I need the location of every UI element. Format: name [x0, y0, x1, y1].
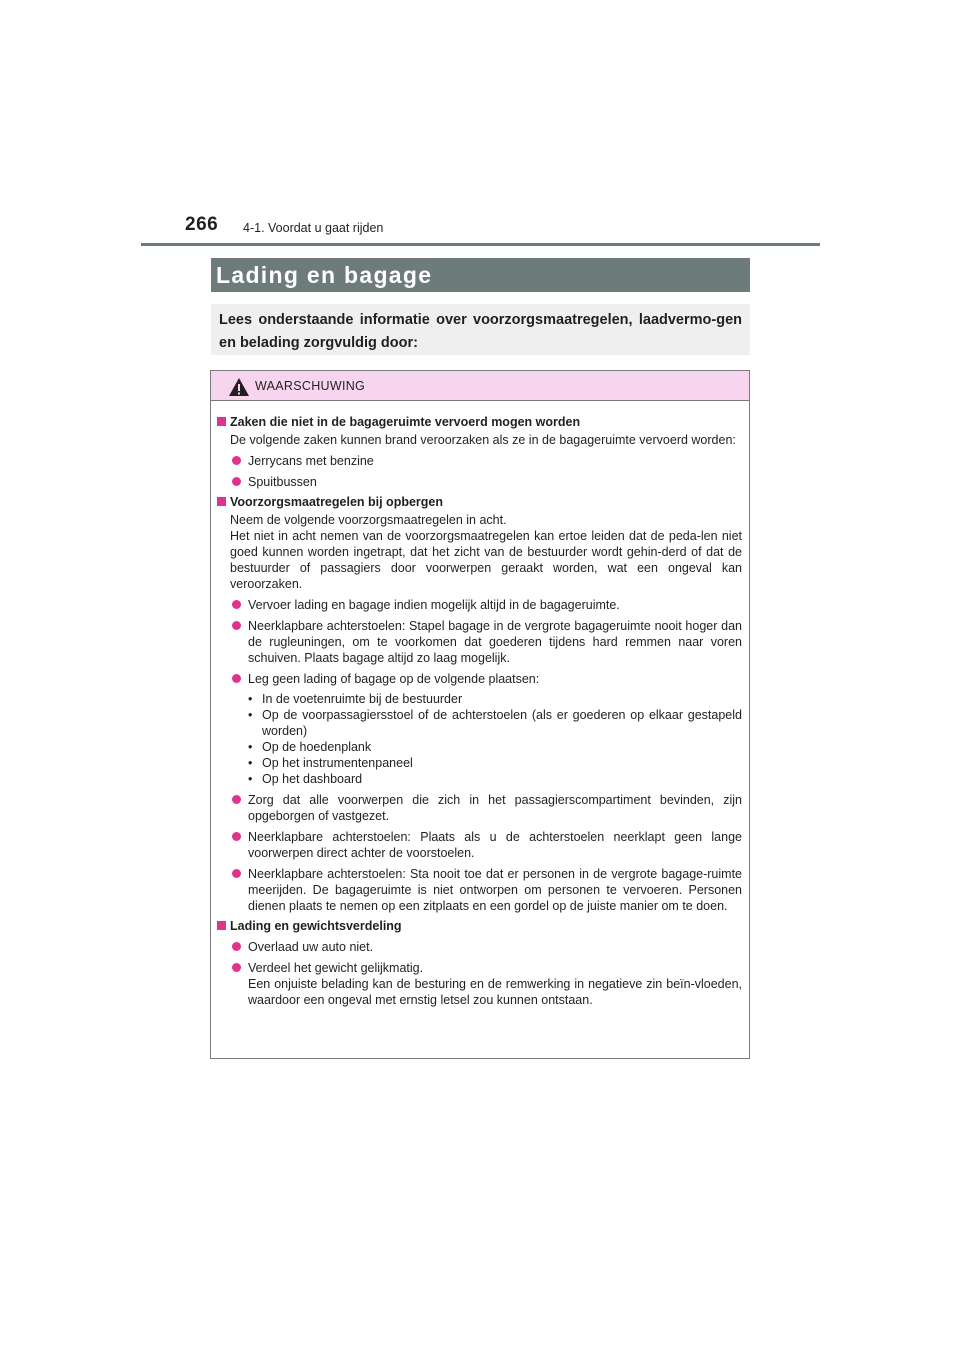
- bullet-item: Neerklapbare achterstoelen: Stapel bagage in de vergrote bagageruimte nooit hoger dan de rugleuningen, om te voorkomen dat goederen tijdens hard remmen naar voren schuiven. Plaats bagage altijd zo laag mogelijk.: [217, 618, 742, 666]
- bullet-item: Neerklapbare achterstoelen: Plaats als u de achterstoelen neerklapt geen lange voorwerpen direct achter de voorstoelen.: [217, 829, 742, 861]
- bullet-item: Zorg dat alle voorwerpen die zich in het passagierscompartiment bevinden, zijn opgeborgen of vastgezet.: [217, 792, 742, 824]
- bullet-item: Spuitbussen: [217, 474, 742, 490]
- warning-box: [210, 370, 750, 1059]
- warning-heading-weight: Lading en gewichtsverdeling: [217, 918, 742, 934]
- bullet-item: Neerklapbare achterstoelen: Sta nooit toe dat er personen in de vergrote bagage-ruimte meerijden. De bagageruimte is niet ontworpen om personen te vervoeren. Personen dienen plaats te nemen op een zitplaats en een gordel op de juiste manier om te doen.: [217, 866, 742, 914]
- bullet-item: Leg geen lading of bagage op de volgende plaatsen:: [217, 671, 742, 687]
- warning-paragraph: Neem de volgende voorzorgsmaatregelen in acht.: [230, 513, 507, 527]
- bullet-item: Vervoer lading en bagage indien mogelijk altijd in de bagageruimte.: [217, 597, 742, 613]
- header-divider: [141, 243, 820, 246]
- warning-paragraph: Het niet in acht nemen van de voorzorgsmaatregelen kan ertoe leiden dat de peda-len niet goed kunnen worden ingetrapt, dat het zicht van de bestuurder wordt gehin-derd of dat de bestuurder of passagiers door voorwerpen geraakt worden, wat een ongeval kan veroorzaken.: [230, 529, 742, 591]
- section-title: Lading en bagage: [216, 262, 433, 288]
- places-list-item: • Op het instrumentenpaneel: [248, 755, 742, 771]
- warning-body: [211, 401, 749, 1008]
- warning-heading-storage: Voorzorgsmaatregelen bij opbergen: [217, 494, 742, 510]
- section-title-bar: [211, 258, 750, 292]
- bullet-line: Een onjuiste belading kan de besturing en de remwerking in negatieve zin beïn-vloeden, waardoor een ongeval met ernstig letsel zou kunnen ontstaan.: [248, 977, 742, 1007]
- bullet-item: [217, 960, 742, 1008]
- places-list-item: • Op het dashboard: [248, 771, 742, 787]
- intro-text: Lees onderstaande informatie over voorzorgsmaatregelen, laadvermo-gen en belading zorgvuldig door:: [211, 304, 750, 355]
- warning-paragraph: De volgende zaken kunnen brand veroorzaken als ze in de bagageruimte vervoerd worden:: [230, 433, 736, 447]
- places-list: [217, 691, 742, 787]
- places-list-item: • Op de voorpassagiersstoel of de achterstoelen (als er goederen op elkaar gestapeld worden): [248, 707, 742, 739]
- warning-header: [211, 371, 749, 401]
- section-reference: 4-1. Voordat u gaat rijden: [243, 221, 384, 235]
- warning-label: WAARSCHUWING: [255, 379, 366, 393]
- places-list-item: • In de voetenruimte bij de bestuurder: [248, 691, 742, 707]
- warning-heading-transport: Zaken die niet in de bagageruimte vervoerd mogen worden: [217, 414, 742, 430]
- places-list-item: • Op de hoedenplank: [248, 739, 742, 755]
- bullet-item: Jerrycans met benzine: [217, 453, 742, 469]
- page-number: 266: [185, 214, 219, 235]
- bullet-line: Verdeel het gewicht gelijkmatig.: [248, 961, 424, 975]
- warning-triangle-icon: [228, 377, 250, 397]
- bullet-item: Overlaad uw auto niet.: [217, 939, 742, 955]
